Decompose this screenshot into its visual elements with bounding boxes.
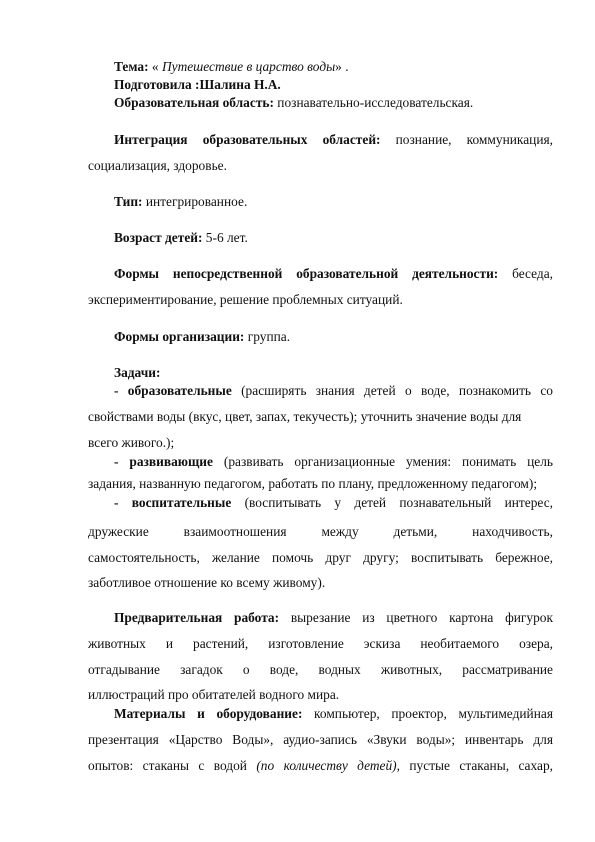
integration-line-2 [88,158,553,174]
forms-org-label: Формы организации: [114,329,245,344]
preliminary-line-2: животных и растений, изготовление эскиза необитаемого озера, [88,636,553,651]
materials-line-1: Материалы и оборудование: компьютер, проектор, мультимедийная [114,706,553,721]
task-1-line-1: - образовательные (расширять знания детей о воде, познакомить со [114,383,553,398]
tasks-heading: Задачи: [114,365,161,380]
forms-activity-label: Формы непосредственной образовательной деятельности: [114,266,499,281]
age-value: 5-6 лет. [202,230,248,245]
topic-close: » . [335,59,349,74]
materials-label: Материалы и оборудование: [114,706,303,721]
task-3-line-1: - воспитательные (воспитывать у детей познавательный интерес, [114,495,553,510]
author-label: Подготовила :Шалина Н.А. [114,77,281,92]
forms-org-line [114,329,553,345]
forms-activity-value-2: экспериментирование, решение проблемных ситуаций. [88,292,403,307]
forms-org-value: группа. [244,329,291,344]
type-value: интегрированное. [142,194,248,209]
task-1-line-3: всего живого.); [88,435,175,450]
integration-line-1 [114,132,553,148]
author-line [114,77,553,93]
preliminary-line-3: отгадывание загадок о воде, водных животных, рассматривание [88,662,553,677]
area-line [114,95,553,111]
forms-activity-line-1 [114,266,553,282]
topic-title: Путешествие в царство воды [161,59,336,74]
preliminary-line-1: Предварительная работа: вырезание из цветного картона фигурок [114,610,554,625]
integration-value-1: познание, коммуникация, [380,132,553,147]
task-3-label: - воспитательные [114,495,232,510]
age-label: Возраст детей: [114,230,203,245]
materials-line-3: опытов: стаканы с водой (по количеству детей), пустые стаканы, сахар, [88,758,553,773]
integration-value-2: социализация, здоровье. [88,158,227,173]
type-label: Тип: [114,194,143,209]
forms-activity-value-1: беседа, [498,266,553,281]
area-value: познавательно-исследовательская. [273,95,474,110]
task-3-line-4: заботливое отношение ко всему живому). [88,575,326,590]
preliminary-label: Предварительная работа: [114,610,280,625]
task-2-label: - развивающие [114,454,213,469]
topic-label: Тема: [114,59,149,74]
task-3-line-3: самостоятельность, желание помочь друг другу; воспитывать бережное, [88,550,553,565]
task-3-line-2: дружеские взаимоотношения между детьми, находчивость, [88,524,553,539]
age-line [114,230,553,246]
topic-line [114,59,553,75]
type-line [114,194,553,210]
task-1-line-2: свойствами воды (вкус, цвет, запах, текучесть); уточнить значение воды для [88,409,522,424]
task-1-label: - образовательные [114,383,232,398]
preliminary-line-4: иллюстраций про обитателей водного мира. [88,687,340,702]
forms-activity-line-2 [88,292,553,308]
integration-label: Интеграция образовательных областей: [114,132,381,147]
task-2-line-1: - развивающие (развивать организационные умения: понимать цель [114,454,553,469]
topic-open: « [148,59,162,74]
materials-line-2: презентация «Царство Воды», аудио-запись «Звуки воды»; инвентарь для [88,732,553,747]
area-label: Образовательная область: [114,95,274,110]
task-2-line-2: задания, названную педагогом, работать по плану, предложенному педагогом); [88,476,538,491]
